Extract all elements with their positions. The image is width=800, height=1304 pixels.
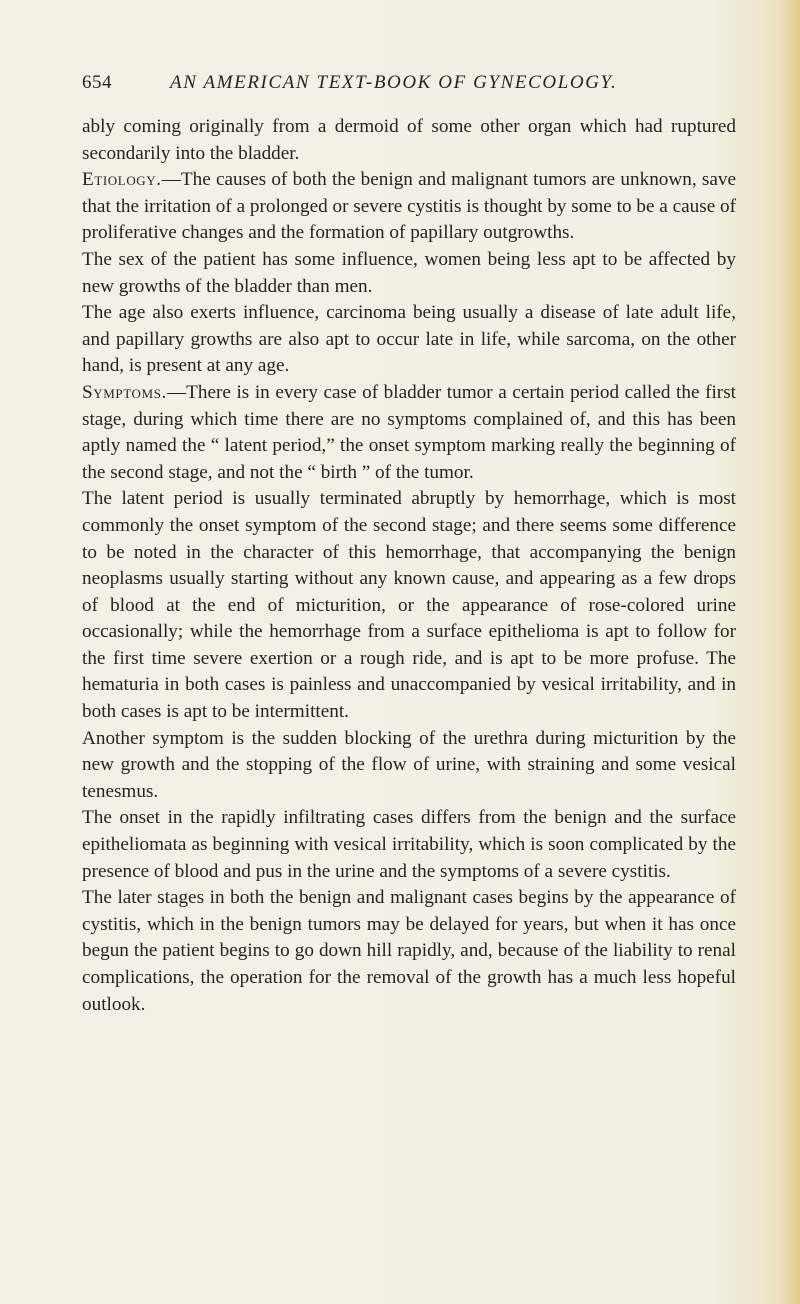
- page-edge-stain: [778, 0, 800, 1304]
- paragraph: The later stages in both the benign and malignant cases begins by the appearance of cystitis, which in the benign tumors may be delayed for years, but when it has once begun the patient begins to go down hill rapidly, and, because of the liability to renal complications, the operation for the removal of the growth has a much less hopeful outlook.: [82, 887, 736, 1015]
- paragraph: ably coming originally from a dermoid of some other organ which had ruptured secondarily into the bladder.: [82, 116, 736, 164]
- running-title: AN AMERICAN TEXT-BOOK OF GYNECOLOGY.: [170, 72, 618, 93]
- page-header: [82, 72, 742, 102]
- paragraph-etiology: Etiology.—The causes of both the benign and malignant tumors are unknown, save that the irritation of a prolonged or severe cystitis is thought by some to be a cause of proliferative changes and the formation of papillary outgrowths.: [82, 169, 736, 244]
- page-number: 654: [82, 72, 112, 93]
- body-text: [82, 114, 736, 1018]
- section-heading-etiology: Etiology.: [82, 169, 162, 191]
- paragraph: The sex of the patient has some influence, women being less apt to be affected by new growths of the bladder than men.: [82, 248, 736, 297]
- paragraph: Another symptom is the sudden blocking of the urethra during micturition by the new growth and the stopping of the flow of urine, with straining and some vesical tenesmus.: [82, 727, 736, 802]
- paragraph-symptoms: Symptoms.—There is in every case of bladder tumor a certain period called the first stage, during which time there are no symptoms complained of, and this has been aptly named the “ latent period,” the onset symptom marking really the beginning of the second stage, and not the “ birth ” of the tumor.: [82, 381, 736, 483]
- section-heading-symptoms: Symptoms.: [82, 381, 167, 403]
- paragraph: The latent period is usually terminated abruptly by hemorrhage, which is most commonly the onset symptom of the second stage; and there seems some difference to be noted in the character of this hemorrhage, that accompanying the benign neoplasms usually starting without any known cause, and appearing as a few drops of blood at the end of micturition, or the appearance of rose-colored urine occasionally; while the hemorrhage from a surface epithelioma is apt to follow for the first time severe exertion or a rough ride, and is apt to be more profuse. The hematuria in both cases is painless and unaccompanied by vesical irritability, and in both cases is apt to be intermittent.: [82, 488, 736, 723]
- paragraph: The age also exerts influence, carcinoma being usually a disease of late adult life, and papillary growths are also apt to occur late in life, while sarcoma, on the other hand, is present at any age.: [82, 302, 736, 377]
- paragraph: The onset in the rapidly infiltrating cases differs from the benign and the surface epitheliomata as beginning with vesical irritability, which is soon complicated by the presence of blood and pus in the urine and the symptoms of a severe cystitis.: [82, 807, 736, 882]
